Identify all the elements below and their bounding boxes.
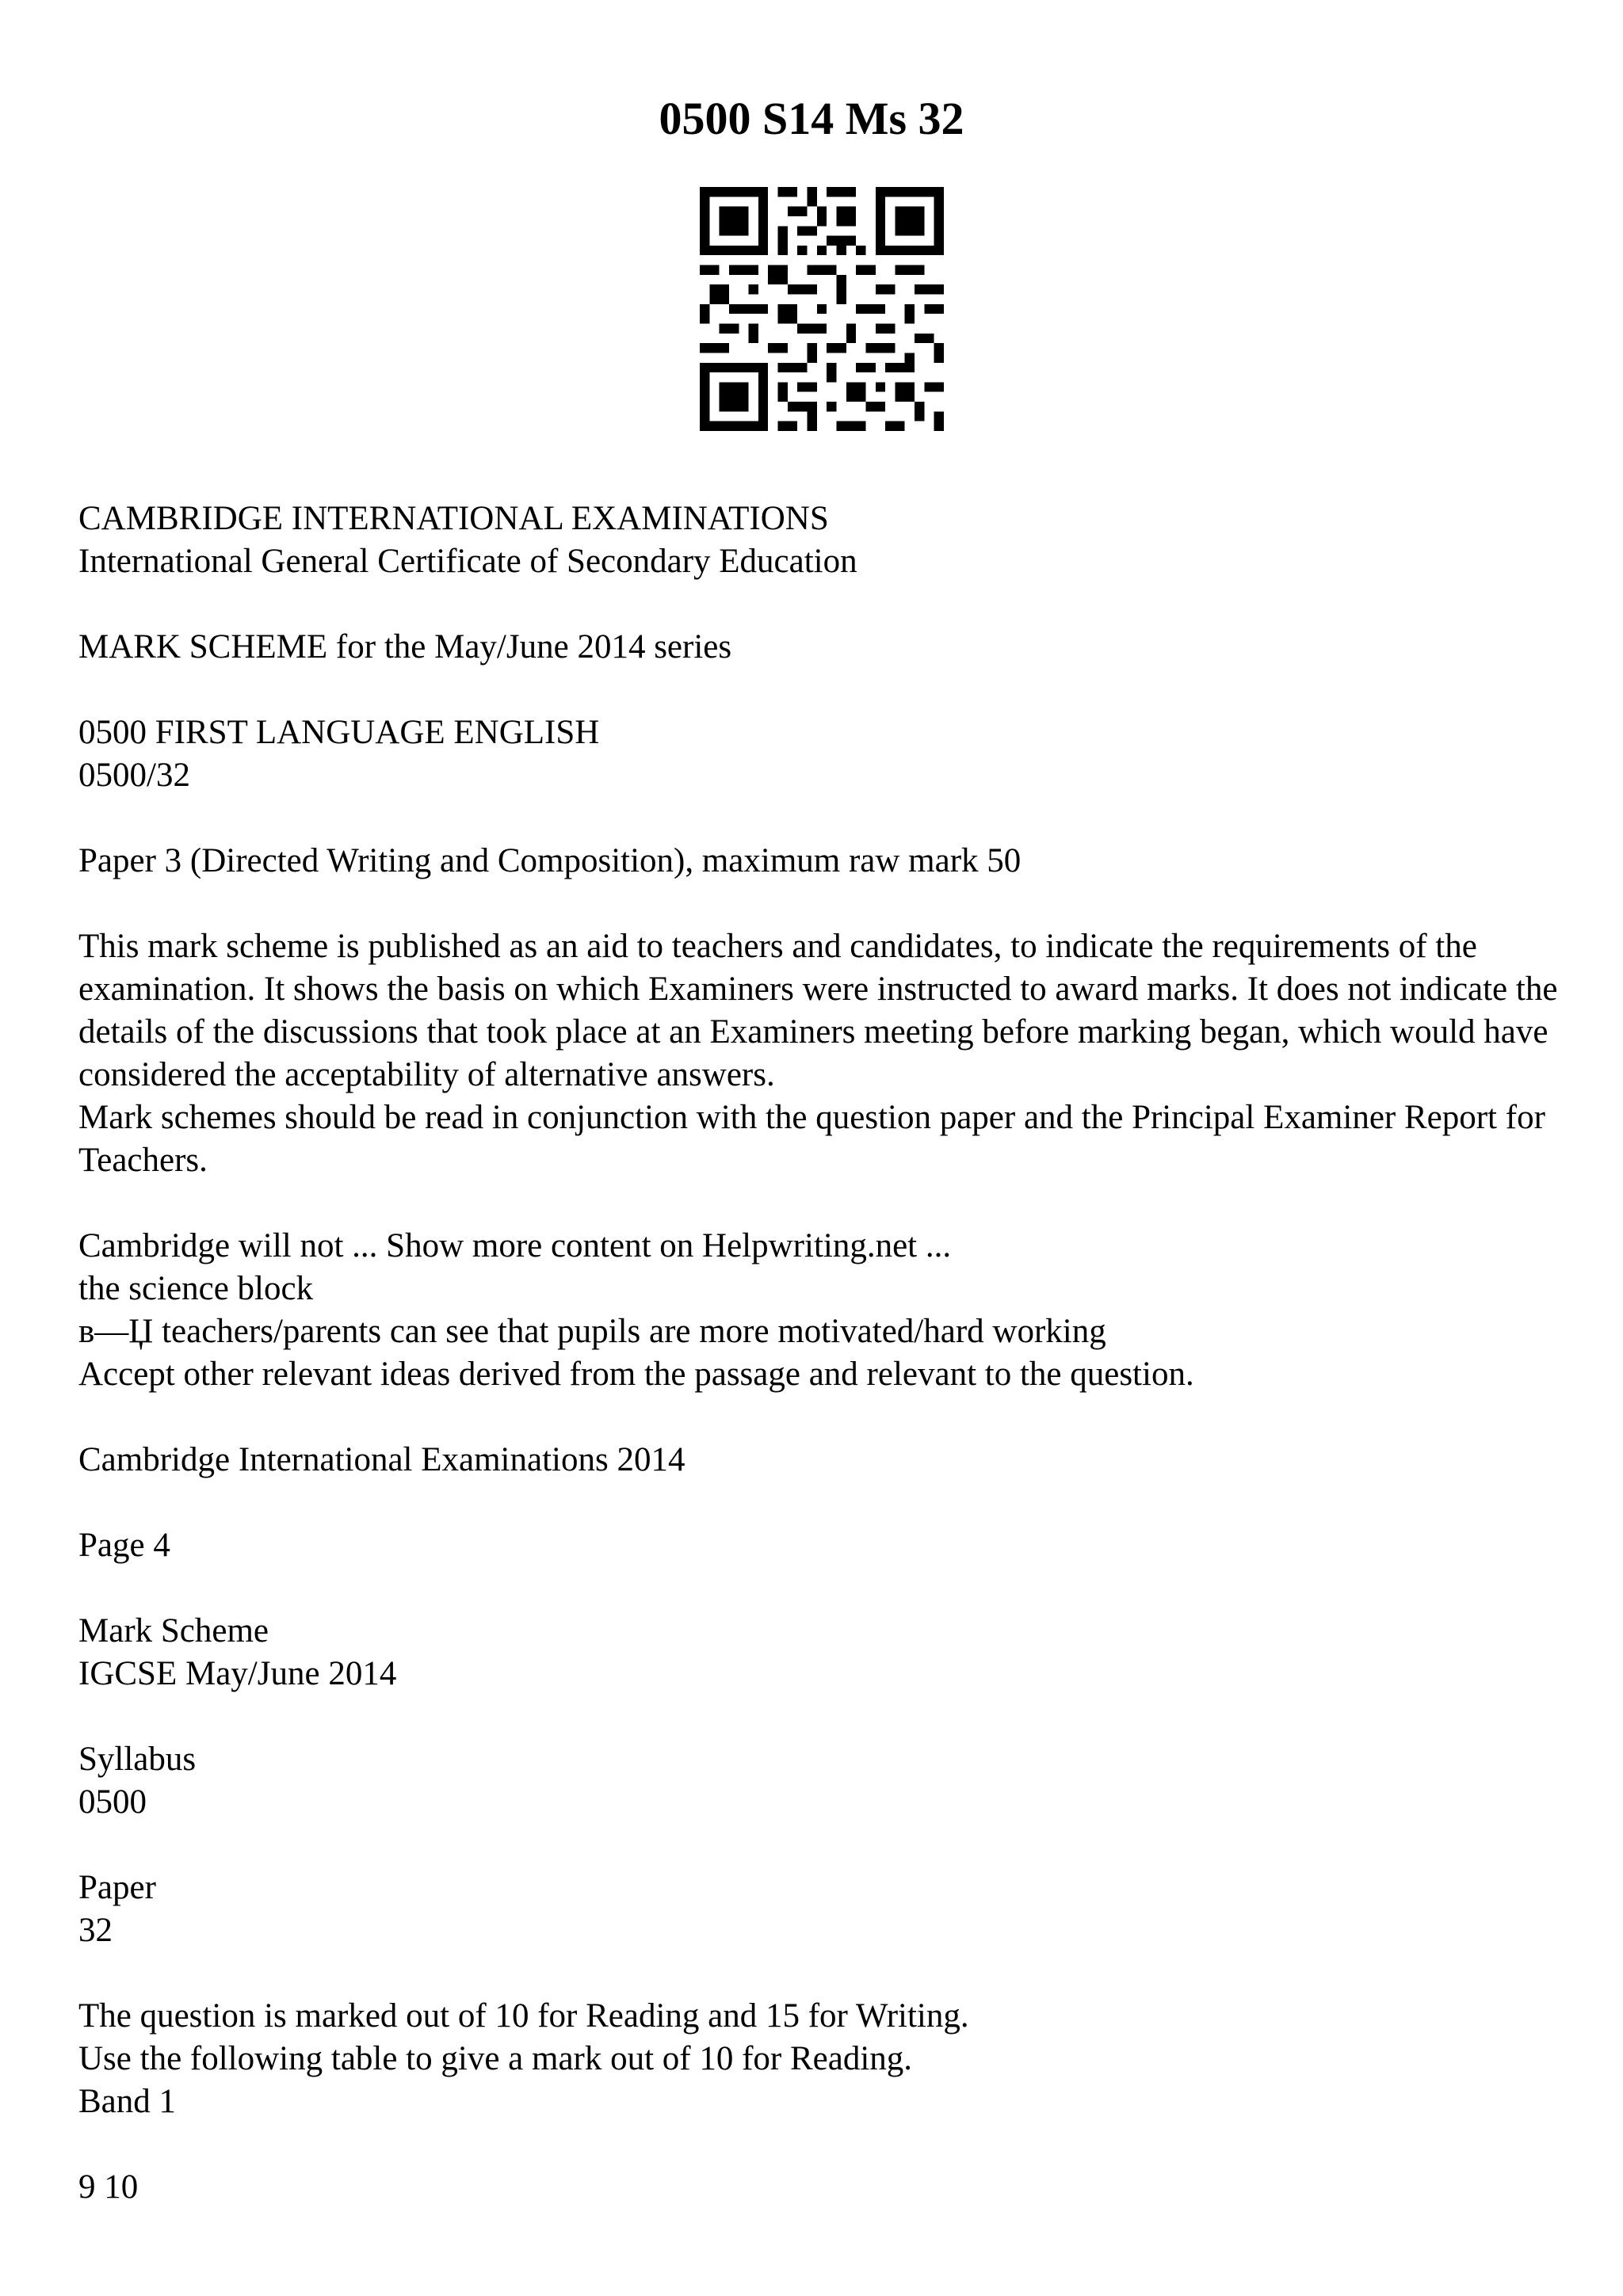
paper-info-block	[78, 840, 1568, 883]
document-body	[78, 498, 1568, 2209]
qr-code-icon	[700, 187, 944, 431]
copyright-text: Cambridge International Examinations 2014	[78, 1441, 685, 1478]
syllabus-label: Syllabus	[78, 1741, 197, 1778]
paper-number: 32	[78, 1912, 113, 1949]
read-conjunction: Mark schemes should be read in conjunction with the question paper and the Principal Examiner Report for Teachers.	[78, 1099, 1545, 1179]
band-marks-block	[78, 2166, 1568, 2209]
mark-scheme-label: Mark Scheme	[78, 1612, 269, 1650]
marking-block	[78, 1995, 1568, 2123]
igcse-series: IGCSE May/June 2014	[78, 1655, 397, 1692]
header-block	[78, 498, 1568, 583]
document-title: 0500 S14 Ms 32	[659, 93, 964, 144]
series-block	[78, 626, 1568, 669]
mark-scheme-block	[78, 1610, 1568, 1695]
paper-info: Paper 3 (Directed Writing and Composition), maximum raw mark 50	[78, 842, 1022, 879]
science-block-text: the science block	[78, 1270, 314, 1307]
intro-paragraph: This mark scheme is published as an aid to teachers and candidates, to indicate the requirements of the examination. It shows the basis on which Examiners were instructed to award marks. It does not indicate the details of the discussions that took place at an Examiners meeting before marking began, which would have considered the acceptability of alternative answers.	[78, 928, 1558, 1093]
teachers-parents-text: в—Џ teachers/parents can see that pupils are more motivated/hard working	[78, 1313, 1106, 1350]
copyright-block	[78, 1439, 1568, 1482]
cambridge-will-not: Cambridge will not ... Show more content on Helpwriting.net ...	[78, 1227, 952, 1264]
excerpt-block	[78, 1225, 1568, 1396]
subject-block	[78, 711, 1568, 797]
component-code: 0500/32	[78, 757, 190, 794]
intro-block	[78, 925, 1568, 1182]
subject-title: 0500 FIRST LANGUAGE ENGLISH	[78, 714, 600, 751]
paper-label: Paper	[78, 1869, 156, 1906]
band-marks: 9 10	[78, 2168, 139, 2206]
certificate-name: International General Certificate of Secondary Education	[78, 543, 857, 580]
accept-other-text: Accept other relevant ideas derived from the passage and relevant to the question.	[78, 1356, 1194, 1393]
org-name: CAMBRIDGE INTERNATIONAL EXAMINATIONS	[78, 500, 829, 537]
page-label: Page 4	[78, 1527, 170, 1564]
syllabus-code: 0500	[78, 1783, 147, 1821]
marked-out-of: The question is marked out of 10 for Reading and 15 for Writing.	[78, 1997, 969, 2035]
band-label: Band 1	[78, 2083, 177, 2120]
paper-block	[78, 1867, 1568, 1952]
use-table: Use the following table to give a mark out of 10 for Reading.	[78, 2040, 913, 2077]
page-label-block	[78, 1524, 1568, 1567]
mark-scheme-series: MARK SCHEME for the May/June 2014 series	[78, 628, 732, 666]
syllabus-block	[78, 1738, 1568, 1824]
